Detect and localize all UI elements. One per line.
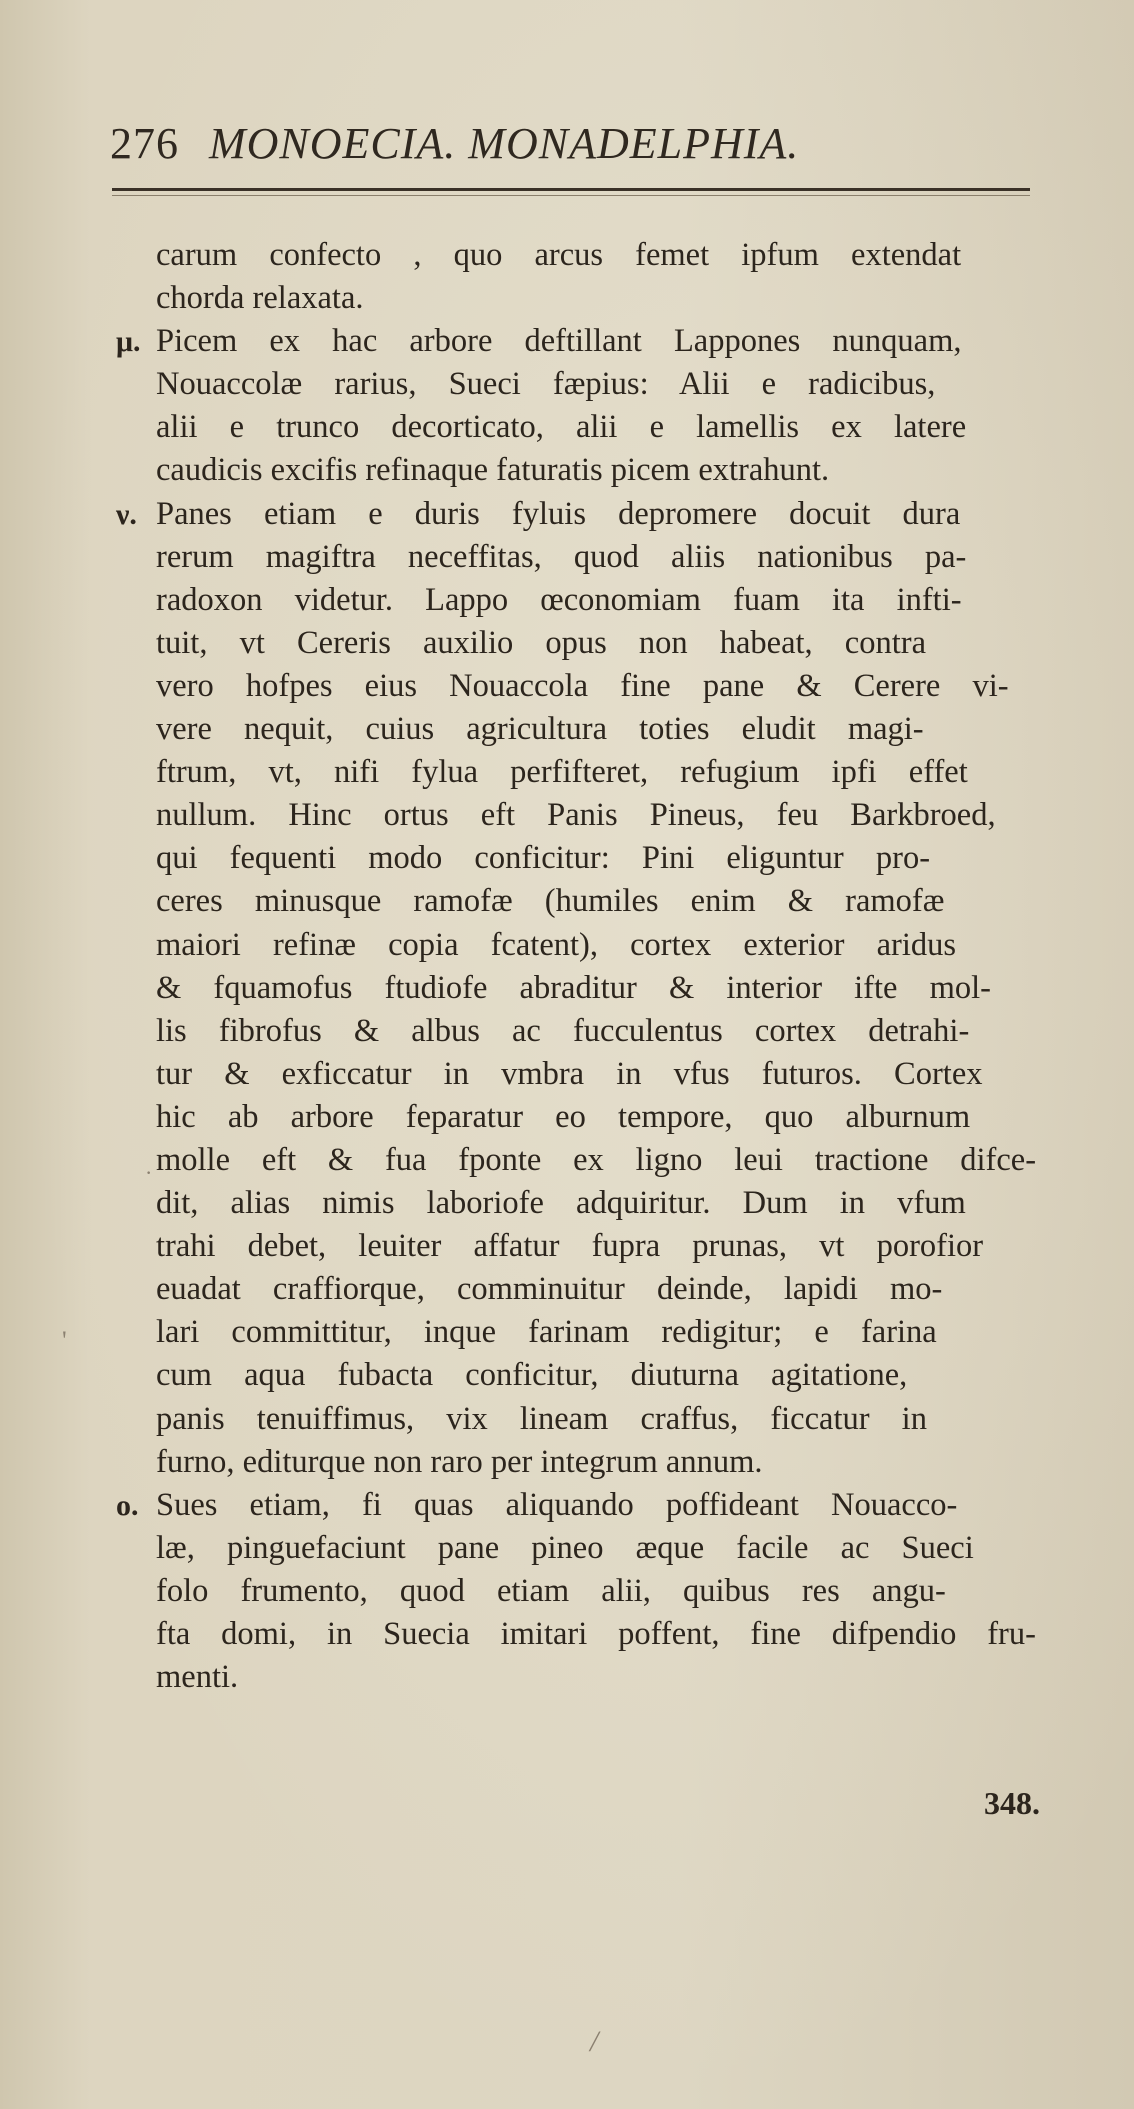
margin-mark: ' xyxy=(62,1326,67,1355)
line-text: menti. xyxy=(156,1659,239,1696)
line-text: euadat craffiorque, comminuitur deinde, lapidi mo- xyxy=(156,1271,943,1308)
page-number: 276 xyxy=(110,119,179,168)
text-line xyxy=(116,234,1051,277)
text-line xyxy=(116,1441,1051,1484)
line-text: læ, pinguefaciunt pane pineo æque facile ac Sueci xyxy=(156,1529,974,1566)
body-text xyxy=(116,234,1051,1699)
line-text: Sues etiam, fi quas aliquando poffideant Nouacco- xyxy=(156,1486,958,1523)
text-line xyxy=(116,363,1051,406)
text-line xyxy=(116,1484,1051,1527)
text-line xyxy=(116,837,1051,880)
text-line xyxy=(116,1139,1051,1182)
text-line xyxy=(116,924,1051,967)
page-speck: / xyxy=(590,2025,599,2058)
text-line xyxy=(116,406,1051,449)
text-line xyxy=(116,579,1051,622)
line-text: chorda relaxata. xyxy=(156,280,364,317)
line-text: lari committitur, inque farinam redigitur; e farina xyxy=(156,1314,937,1351)
line-text: molle eft & fua fponte ex ligno leui tractione difce- xyxy=(156,1141,1037,1178)
text-line xyxy=(116,665,1051,708)
text-line xyxy=(116,1570,1051,1613)
text-line xyxy=(116,1010,1051,1053)
line-text: dit, alias nimis laboriofe adquiritur. Dum in vfum xyxy=(156,1185,966,1222)
paragraph-marker: ν. xyxy=(116,497,137,531)
line-text: tuit, vt Cereris auxilio opus non habeat, contra xyxy=(156,624,927,661)
text-line xyxy=(116,1053,1051,1096)
text-line xyxy=(116,1311,1051,1354)
text-line xyxy=(116,536,1051,579)
text-line xyxy=(116,493,1051,536)
line-text: alii e trunco decorticato, alii e lamellis ex latere xyxy=(156,409,967,446)
line-text: tur & exficcatur in vmbra in vfus futuros. Cortex xyxy=(156,1055,983,1092)
line-text: panis tenuiffimus, vix lineam craffus, ficcatur in xyxy=(156,1400,927,1437)
paragraph-marker: μ. xyxy=(116,325,141,359)
line-text: Panes etiam e duris fyluis depromere docuit dura xyxy=(156,495,961,532)
running-title: MONOECIA. MONADELPHIA. xyxy=(209,119,800,168)
line-text: caudicis excifis refinaque faturatis picem extrahunt. xyxy=(156,452,830,489)
line-text: nullum. Hinc ortus eft Panis Pineus, feu Barkbroed, xyxy=(156,797,996,834)
text-line xyxy=(116,320,1051,363)
text-line xyxy=(116,1656,1051,1699)
line-text: carum confecto , quo arcus femet ipfum extendat xyxy=(156,237,962,273)
margin-mark: · xyxy=(145,1160,153,1185)
text-line xyxy=(116,1398,1051,1441)
page-header xyxy=(110,118,1030,178)
line-text: rerum magiftra neceffitas, quod aliis nationibus pa- xyxy=(156,538,967,575)
text-line xyxy=(116,1268,1051,1311)
text-line xyxy=(116,1225,1051,1268)
line-text: hic ab arbore feparatur eo tempore, quo alburnum xyxy=(156,1098,971,1135)
text-line xyxy=(116,1182,1051,1225)
line-text: vere nequit, cuius agricultura toties eludit magi- xyxy=(156,711,924,748)
line-text: Picem ex hac arbore deftillant Lappones nunquam, xyxy=(156,323,962,360)
text-line xyxy=(116,1354,1051,1397)
line-text: & fquamofus ftudiofe abraditur & interior ifte mol- xyxy=(156,969,991,1006)
text-line xyxy=(116,622,1051,665)
line-text: radoxon videtur. Lappo œconomiam fuam ita infti- xyxy=(156,581,962,618)
text-line xyxy=(116,880,1051,923)
line-text: folo frumento, quod etiam alii, quibus res angu- xyxy=(156,1572,946,1609)
text-line xyxy=(116,1096,1051,1139)
line-text: cum aqua fubacta conficitur, diuturna agitatione, xyxy=(156,1357,908,1394)
line-text: ftrum, vt, nifi fylua perfifteret, refugium ipfi effet xyxy=(156,754,968,791)
line-text: furno, editurque non raro per integrum annum. xyxy=(156,1443,763,1480)
text-line xyxy=(116,1613,1051,1656)
paragraph-marker: ο. xyxy=(116,1488,139,1522)
text-line xyxy=(116,449,1051,492)
text-line xyxy=(116,967,1051,1010)
line-text: ceres minusque ramofæ (humiles enim & ramofæ xyxy=(156,883,945,920)
text-line xyxy=(116,751,1051,794)
line-text: fta domi, in Suecia imitari poffent, fine difpendio fru- xyxy=(156,1616,1036,1652)
text-line xyxy=(116,1527,1051,1570)
line-text: lis fibrofus & albus ac fucculentus cortex detrahi- xyxy=(156,1012,970,1049)
line-text: vero hofpes eius Nouaccola fine pane & Cerere vi- xyxy=(156,667,1009,704)
line-text: Nouaccolæ rarius, Sueci fæpius: Alii e radicibus, xyxy=(156,366,936,403)
catchword: 348. xyxy=(984,1785,1040,1821)
text-line xyxy=(116,277,1051,320)
line-text: trahi debet, leuiter affatur fupra prunas, vt porofior xyxy=(156,1228,984,1265)
text-line xyxy=(116,794,1051,837)
line-text: maiori refinæ copia fcatent), cortex exterior aridus xyxy=(156,926,957,963)
line-text: qui fequenti modo conficitur: Pini eliguntur pro- xyxy=(156,840,931,877)
header-rule xyxy=(112,188,1030,196)
text-line xyxy=(116,708,1051,751)
